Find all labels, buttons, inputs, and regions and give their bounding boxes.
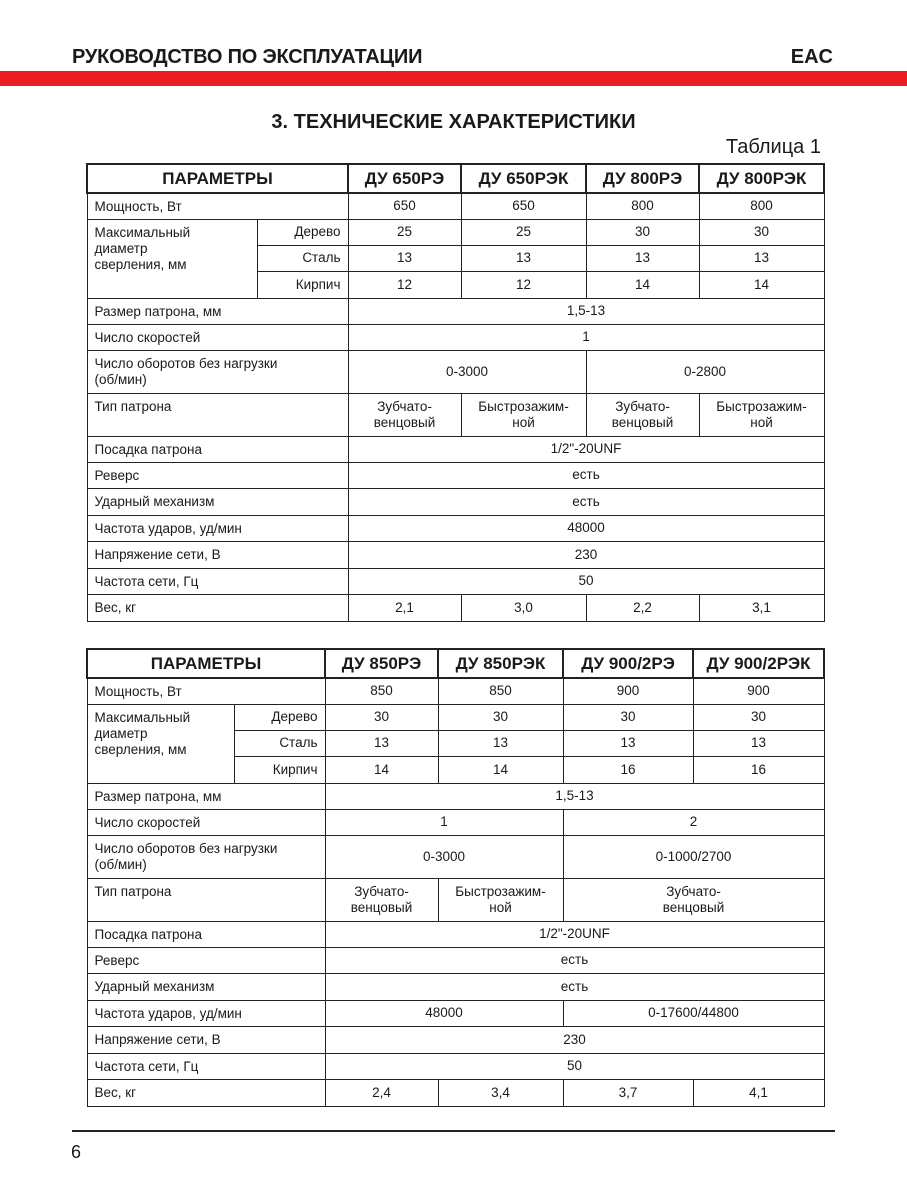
material-label: Кирпич: [234, 756, 325, 783]
parameter-label: Частота ударов, уд/мин: [87, 515, 348, 541]
table-row: [87, 783, 824, 809]
value-cell: 0-2800: [586, 350, 824, 393]
parameter-label: Вес, кг: [87, 594, 348, 621]
value-cell: 13: [348, 245, 461, 271]
material-label: Дерево: [234, 704, 325, 730]
parameter-label: Мощность, Вт: [87, 193, 348, 219]
value-cell: 2,1: [348, 594, 461, 621]
parameter-label: Реверс: [87, 462, 348, 488]
value-cell: есть: [348, 462, 824, 488]
column-header: ДУ 800РЭ: [586, 164, 699, 193]
value-cell: 13: [461, 245, 586, 271]
value-cell: 25: [461, 219, 586, 245]
value-cell: 14: [325, 756, 438, 783]
material-label: Кирпич: [257, 271, 348, 298]
material-label: Сталь: [234, 730, 325, 756]
value-cell: Зубчато- венцовый: [348, 393, 461, 436]
value-cell: есть: [348, 488, 824, 515]
value-cell: Зубчато- венцовый: [586, 393, 699, 436]
parameter-label: Максимальный диаметр сверления, мм: [87, 704, 234, 783]
value-cell: 13: [693, 730, 824, 756]
value-cell: Зубчато- венцовый: [563, 878, 824, 921]
table-row: [87, 878, 824, 921]
table-row: [87, 350, 824, 393]
column-header: ДУ 850РЭ: [325, 649, 438, 678]
parameter-label: Вес, кг: [87, 1079, 325, 1106]
value-cell: 16: [563, 756, 693, 783]
value-cell: 2,2: [586, 594, 699, 621]
parameter-label: Тип патрона: [87, 878, 325, 921]
table-row: [87, 568, 824, 594]
value-cell: 48000: [348, 515, 824, 541]
value-cell: Быстрозажим- ной: [438, 878, 563, 921]
column-header: ДУ 650РЭК: [461, 164, 586, 193]
column-header: ДУ 650РЭ: [348, 164, 461, 193]
value-cell: Быстрозажим- ной: [461, 393, 586, 436]
table-row: [87, 462, 824, 488]
value-cell: 0-3000: [348, 350, 586, 393]
column-header: ДУ 850РЭК: [438, 649, 563, 678]
value-cell: 850: [438, 678, 563, 704]
table-row: [87, 594, 824, 621]
value-cell: 230: [348, 541, 824, 568]
value-cell: 13: [325, 730, 438, 756]
eac-mark: EAC: [790, 46, 833, 68]
parameter-label: Напряжение сети, В: [87, 541, 348, 568]
value-cell: 1: [348, 324, 824, 350]
specs-table-2: [86, 648, 825, 1107]
column-header: ДУ 900/2РЭ: [563, 649, 693, 678]
value-cell: 1/2"-20UNF: [348, 436, 824, 462]
value-cell: 30: [586, 219, 699, 245]
parameter-label: Ударный механизм: [87, 973, 325, 1000]
table-row: [87, 193, 824, 219]
table-row: [87, 921, 824, 947]
value-cell: 800: [586, 193, 699, 219]
value-cell: 650: [461, 193, 586, 219]
parameter-label: Размер патрона, мм: [87, 783, 325, 809]
table-row: [87, 835, 824, 878]
value-cell: 3,0: [461, 594, 586, 621]
material-label: Сталь: [257, 245, 348, 271]
value-cell: 13: [438, 730, 563, 756]
parameter-label: Ударный механизм: [87, 488, 348, 515]
table-row: [87, 324, 824, 350]
value-cell: 2: [563, 809, 824, 835]
value-cell: 14: [438, 756, 563, 783]
parameter-label: Частота ударов, уд/мин: [87, 1000, 325, 1026]
table-row: [87, 515, 824, 541]
value-cell: Зубчато- венцовый: [325, 878, 438, 921]
table-row: [87, 488, 824, 515]
value-cell: 0-1000/2700: [563, 835, 824, 878]
parameter-label: Число оборотов без нагрузки (об/мин): [87, 835, 325, 878]
header-red-bar: [0, 71, 907, 86]
table-row: [87, 298, 824, 324]
parameter-label: Размер патрона, мм: [87, 298, 348, 324]
value-cell: 13: [699, 245, 824, 271]
parameter-label: Реверс: [87, 947, 325, 973]
value-cell: 230: [325, 1026, 824, 1053]
value-cell: 25: [348, 219, 461, 245]
table-header-row: [87, 164, 824, 193]
table-row: [87, 973, 824, 1000]
material-label: Дерево: [257, 219, 348, 245]
value-cell: 30: [438, 704, 563, 730]
value-cell: 16: [693, 756, 824, 783]
table-row: [87, 678, 824, 704]
value-cell: 14: [586, 271, 699, 298]
value-cell: 3,4: [438, 1079, 563, 1106]
table-row: [87, 541, 824, 568]
value-cell: 1/2"-20UNF: [325, 921, 824, 947]
section-title: 3. ТЕХНИЧЕСКИЕ ХАРАКТЕРИСТИКИ: [271, 111, 636, 133]
column-header: ДУ 800РЭК: [699, 164, 824, 193]
table-row: [87, 704, 824, 730]
column-header: ДУ 900/2РЭК: [693, 649, 824, 678]
value-cell: 13: [586, 245, 699, 271]
parameter-label: Посадка патрона: [87, 921, 325, 947]
value-cell: 14: [699, 271, 824, 298]
parameter-label: Частота сети, Гц: [87, 568, 348, 594]
value-cell: есть: [325, 947, 824, 973]
value-cell: 30: [693, 704, 824, 730]
value-cell: 1,5-13: [348, 298, 824, 324]
table-header-row: [87, 649, 824, 678]
table-row: [87, 1053, 824, 1079]
parameter-label: Мощность, Вт: [87, 678, 325, 704]
parameter-label: Частота сети, Гц: [87, 1053, 325, 1079]
value-cell: 2,4: [325, 1079, 438, 1106]
value-cell: 3,7: [563, 1079, 693, 1106]
value-cell: 30: [699, 219, 824, 245]
value-cell: 48000: [325, 1000, 563, 1026]
parameter-label: Число оборотов без нагрузки (об/мин): [87, 350, 348, 393]
value-cell: Быстрозажим- ной: [699, 393, 824, 436]
footer-rule: [72, 1130, 835, 1132]
table-row: [87, 947, 824, 973]
value-cell: 1: [325, 809, 563, 835]
value-cell: 3,1: [699, 594, 824, 621]
value-cell: 900: [563, 678, 693, 704]
table-label: Таблица 1: [725, 136, 821, 158]
column-header: ПАРАМЕТРЫ: [87, 649, 325, 678]
table-row: [87, 1026, 824, 1053]
value-cell: 12: [461, 271, 586, 298]
value-cell: 800: [699, 193, 824, 219]
value-cell: 850: [325, 678, 438, 704]
table-row: [87, 436, 824, 462]
value-cell: 1,5-13: [325, 783, 824, 809]
table-row: [87, 1000, 824, 1026]
parameter-label: Тип патрона: [87, 393, 348, 436]
value-cell: 50: [325, 1053, 824, 1079]
specs-table-1: [86, 163, 825, 622]
value-cell: 13: [563, 730, 693, 756]
table-row: [87, 393, 824, 436]
running-header: РУКОВОДСТВО ПО ЭКСПЛУАТАЦИИ: [72, 46, 423, 68]
column-header: ПАРАМЕТРЫ: [87, 164, 348, 193]
value-cell: 30: [563, 704, 693, 730]
value-cell: 0-17600/44800: [563, 1000, 824, 1026]
value-cell: 900: [693, 678, 824, 704]
value-cell: 30: [325, 704, 438, 730]
table-row: [87, 219, 824, 245]
parameter-label: Число скоростей: [87, 809, 325, 835]
value-cell: 12: [348, 271, 461, 298]
parameter-label: Посадка патрона: [87, 436, 348, 462]
value-cell: 50: [348, 568, 824, 594]
table-row: [87, 1079, 824, 1106]
table-row: [87, 809, 824, 835]
value-cell: есть: [325, 973, 824, 1000]
parameter-label: Число скоростей: [87, 324, 348, 350]
parameter-label: Напряжение сети, В: [87, 1026, 325, 1053]
page-number: 6: [71, 1142, 82, 1162]
value-cell: 4,1: [693, 1079, 824, 1106]
value-cell: 650: [348, 193, 461, 219]
value-cell: 0-3000: [325, 835, 563, 878]
parameter-label: Максимальный диаметр сверления, мм: [87, 219, 257, 298]
